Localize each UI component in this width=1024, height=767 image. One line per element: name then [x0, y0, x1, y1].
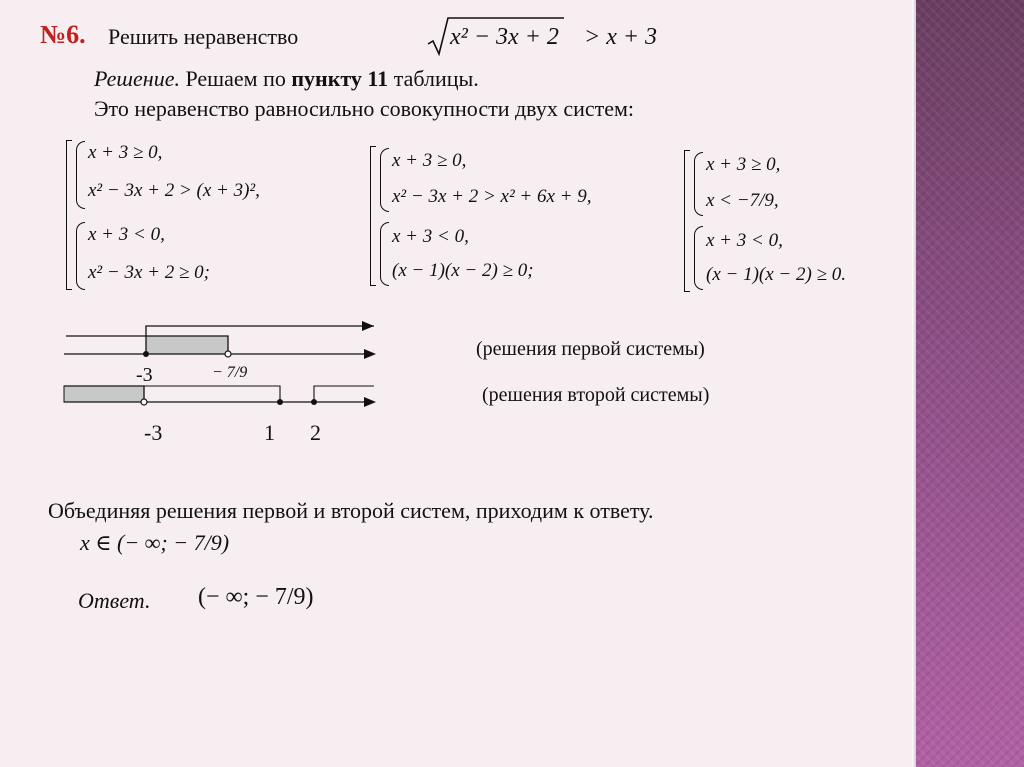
system-brace [694, 226, 703, 290]
system-line: (x − 1)(x − 2) ≥ 0. [706, 264, 846, 285]
answer-value: (− ∞; − 7/9) [198, 584, 314, 610]
system-line: (x − 1)(x − 2) ≥ 0; [392, 260, 534, 281]
point-label: -3 [136, 364, 153, 386]
system-line: x² − 3x + 2 > (x + 3)², [88, 180, 260, 201]
system-line: x + 3 ≥ 0, [392, 150, 467, 171]
solution-text-post: таблицы. [393, 66, 479, 91]
open-point [225, 351, 231, 357]
number-line-diagram [0, 0, 400, 460]
filled-point [311, 399, 317, 405]
answer-label: Ответ. [78, 588, 151, 613]
first-system-caption: (решения первой системы) [476, 338, 705, 360]
system-line: x² − 3x + 2 ≥ 0; [88, 262, 210, 283]
shaded-interval [146, 336, 228, 354]
set-bracket [684, 150, 690, 292]
system-line: x + 3 < 0, [88, 224, 165, 245]
solution-text-bold: пункту 11 [291, 66, 389, 91]
second-system-caption: (решения второй системы) [482, 384, 710, 406]
filled-point [277, 399, 283, 405]
solution-label: Решение. [94, 66, 180, 91]
arrow-icon [364, 349, 376, 359]
point-label: 2 [310, 420, 321, 445]
system-brace [694, 152, 703, 216]
solution-line-2: Это неравенство равносильно совокупности двух систем: [94, 96, 635, 121]
decorative-sidebar [916, 0, 1024, 767]
arrow-icon [362, 321, 374, 331]
problem-number: №6. [40, 20, 86, 49]
filled-point [143, 351, 149, 357]
system-line: x² − 3x + 2 > x² + 6x + 9, [392, 186, 592, 207]
system-line: x + 3 ≥ 0, [88, 142, 163, 163]
inequality-radicand: x² − 3x + 2 [450, 24, 559, 50]
point-label: − 7/9 [212, 364, 248, 381]
conclusion-text: Объединяя решения первой и второй систем, приходим к ответу. [48, 498, 654, 523]
solution-text-pre: Решаем по [185, 66, 286, 91]
point-label: 1 [264, 420, 275, 445]
arrow-icon [364, 397, 376, 407]
inequality-rhs: > x + 3 [584, 24, 658, 50]
point-label: -3 [144, 420, 163, 445]
system-line: x + 3 < 0, [706, 230, 783, 251]
shaded-interval [64, 386, 144, 402]
system-line: x + 3 ≥ 0, [706, 154, 781, 175]
system-line: x + 3 < 0, [392, 226, 469, 247]
system-line: x < −7/9, [706, 190, 779, 211]
problem-statement: Решить неравенство [108, 24, 299, 49]
solution-set: x ∈ (− ∞; − 7/9) [80, 530, 230, 555]
open-point [141, 399, 147, 405]
